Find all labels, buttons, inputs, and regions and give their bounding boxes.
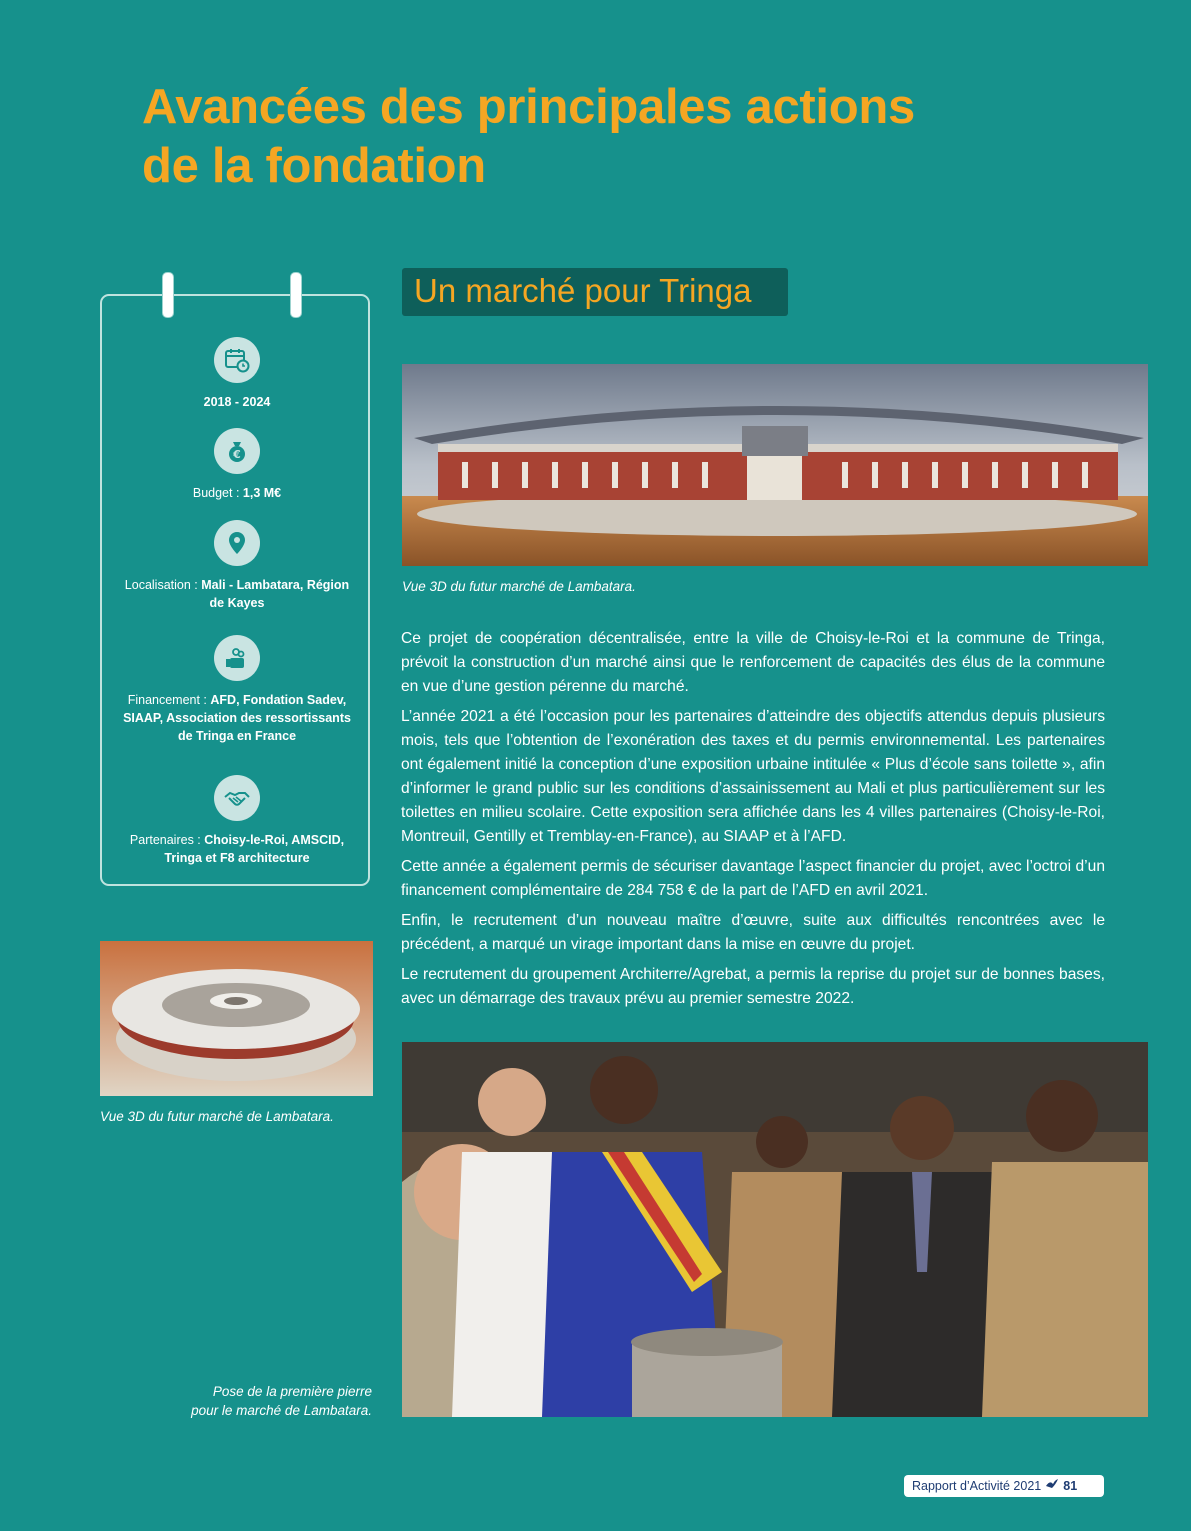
info-partners <box>102 775 372 867</box>
body-text <box>401 627 1105 1017</box>
partners-value: Choisy-le-Roi, AMSCID, Tringa et F8 architecture <box>164 833 345 865</box>
bird-logo-icon <box>1045 1475 1059 1497</box>
top-image-caption: Vue 3D du futur marché de Lambatara. <box>402 579 636 594</box>
page-footer <box>904 1475 1104 1497</box>
calendar-icon <box>214 337 260 383</box>
page-number: 81 <box>1063 1479 1078 1493</box>
page-title-line-2: de la fondation <box>142 139 486 193</box>
info-dates <box>102 337 372 411</box>
report-label: Rapport d’Activité 2021 <box>912 1479 1042 1493</box>
paragraph-2: L’année 2021 a été l’occasion pour les partenaires d’atteindre des objectifs attendus depuis plusieurs mois, tels que l’obtention de l’exonération des taxes et du permis environnemental. Les partenaires ont également initié la conception d’une exposition urbaine intitulée « Plus d’école sans toilette », afin d’informer le grand public sur les conditions d’assainissement au Mali et plus particulièrement sur les toilettes en milieu scolaire. Cette exposition sera affichée dans les 4 villes partenaires (Choisy-le-Roi, Montreuil, Gentilly et Tremblay-en-France), au SIAAP et à l’AFD. <box>401 708 1105 845</box>
page-title <box>142 78 1042 196</box>
handshake-icon <box>214 775 260 821</box>
binder-ring-left <box>162 272 174 318</box>
info-funding <box>102 635 372 745</box>
bottom-image-caption <box>150 1382 372 1420</box>
info-location <box>102 520 372 612</box>
market-aerial-render-image <box>100 941 373 1096</box>
page-title-line-1: Avancées des principales actions <box>142 80 915 134</box>
budget-label: Budget : <box>192 486 243 500</box>
partners-label: Partenaires : <box>129 833 205 847</box>
svg-text:€: € <box>233 448 241 461</box>
bottom-caption-line-2: pour le marché de Lambatara. <box>191 1403 372 1418</box>
location-pin-icon <box>214 520 260 566</box>
bottom-caption-line-1: Pose de la première pierre <box>212 1384 372 1399</box>
paragraph-1: Ce projet de coopération décentralisée, entre la ville de Choisy-le-Roi et la commune de Tringa, prévoit la construction d’un marché ainsi que le renforcement de capacités des élus de la commune en vue d’une gestion pérenne du marché. <box>401 630 1105 695</box>
funding-icon <box>214 635 260 681</box>
project-info-card <box>100 294 370 886</box>
section-heading: Un marché pour Tringa <box>402 268 788 316</box>
location-value: Mali - Lambatara, Région de Kayes <box>201 578 350 610</box>
funding-label: Financement : <box>127 693 211 707</box>
binder-ring-right <box>290 272 302 318</box>
project-dates: 2018 - 2024 <box>203 395 271 409</box>
market-3d-render-image <box>402 364 1148 566</box>
paragraph-4: Enfin, le recrutement d’un nouveau maître d’œuvre, suite aux difficultés rencontrées avec le précédent, a marqué un virage important dans la mise en œuvre du projet. <box>401 912 1105 953</box>
money-bag-icon <box>214 428 260 474</box>
budget-value: 1,3 M€ <box>242 486 282 500</box>
paragraph-5: Le recrutement du groupement Architerre/Agrebat, a permis la reprise du projet sur de bonnes bases, avec un démarrage des travaux prévu au premier semestre 2022. <box>401 966 1105 1007</box>
location-label: Localisation : <box>124 578 202 592</box>
ceremony-photo <box>402 1042 1148 1417</box>
funding-value: AFD, Fondation Sadev, SIAAP, Association des ressortissants de Tringa en France <box>123 693 351 743</box>
paragraph-3: Cette année a également permis de sécuriser davantage l’aspect financier du projet, avec l’octroi d’un financement complémentaire de 284 758 € de la part de l’AFD en avril 2021. <box>401 858 1105 899</box>
side-image-caption: Vue 3D du futur marché de Lambatara. <box>100 1109 334 1124</box>
info-budget <box>102 428 372 502</box>
